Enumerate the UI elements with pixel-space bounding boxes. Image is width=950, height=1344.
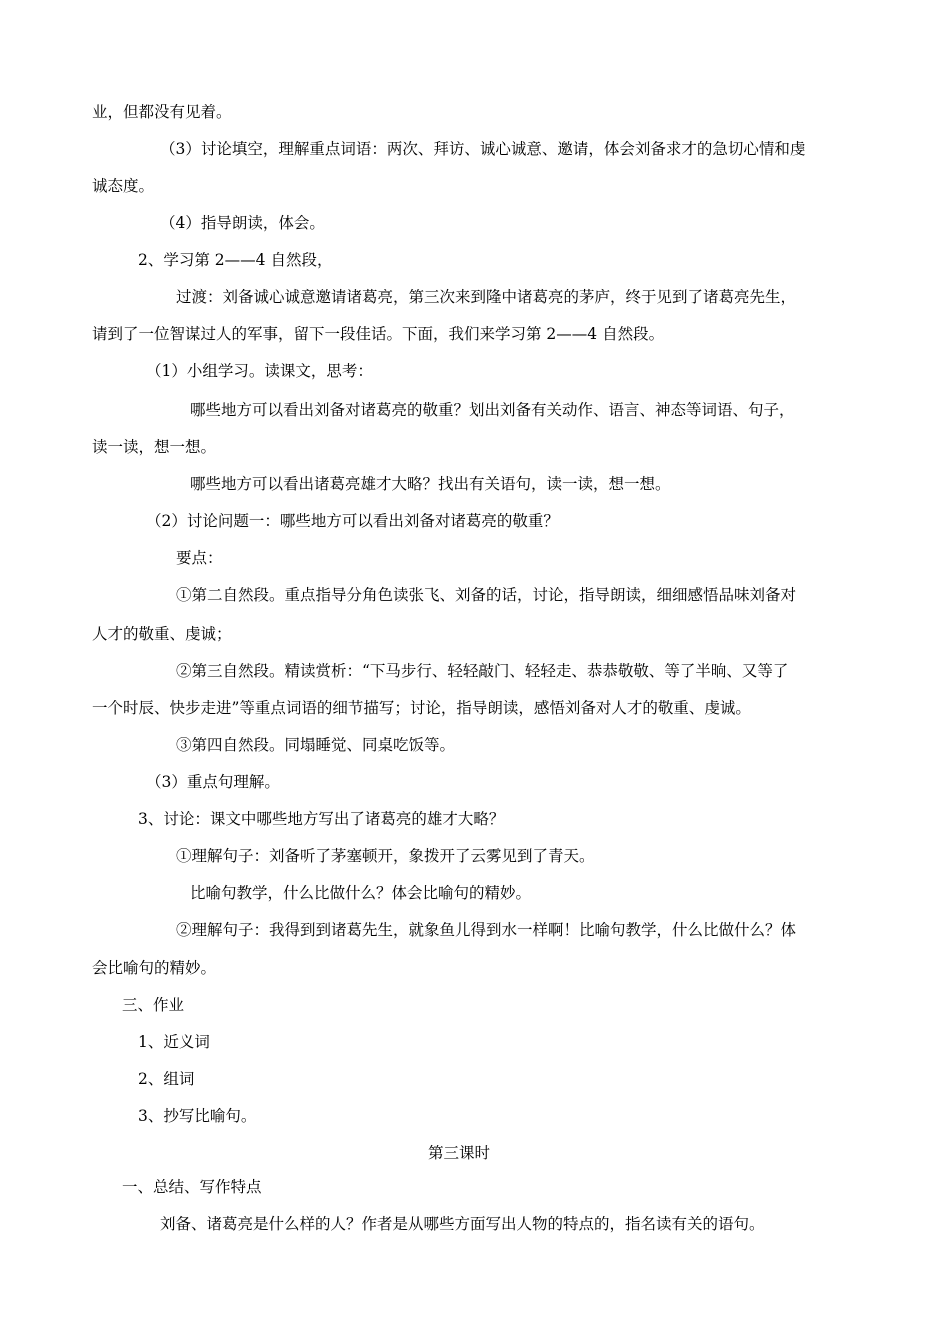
text-line: 1、近义词 xyxy=(138,1033,210,1051)
text-line: 2、学习第 2——4 自然段， xyxy=(138,251,333,269)
text-line: （1）小组学习。读课文，思考： xyxy=(146,362,373,380)
text-line: 刘备、诸葛亮是什么样的人？作者是从哪些方面写出人物的特点的，指名读有关的语句。 xyxy=(160,1215,765,1233)
text-line: 3、抄写比喻句。 xyxy=(138,1107,257,1125)
text-line: 会比喻句的精妙。 xyxy=(92,959,217,977)
text-line: （2）讨论问题一：哪些地方可以看出刘备对诸葛亮的敬重？ xyxy=(146,512,559,530)
text-line: 读一读，想一想。 xyxy=(92,438,217,456)
text-line: 请到了一位智谋过人的军事，留下一段佳话。下面，我们来学习第 2——4 自然段。 xyxy=(92,325,665,343)
section-heading: 一、总结、写作特点 xyxy=(122,1178,262,1196)
text-line: 一个时辰、快步走进”等重点词语的细节描写；讨论，指导朗读，感悟刘备对人才的敬重、虔诚。 xyxy=(92,699,751,717)
text-line: 业，但都没有见着。 xyxy=(92,103,232,121)
text-line: ②第三自然段。精读赏析：“下马步行、轻轻敲门、轻轻走、恭恭敬敬、等了半晌、又等了 xyxy=(176,662,789,680)
text-line: 人才的敬重、虔诚； xyxy=(92,625,232,643)
text-line: （4）指导朗读，体会。 xyxy=(160,214,325,232)
text-line: 比喻句教学，什么比做什么？体会比喻句的精妙。 xyxy=(190,884,532,902)
text-line: 要点： xyxy=(176,549,223,567)
text-line: 过渡：刘备诚心诚意邀请诸葛亮，第三次来到隆中诸葛亮的茅庐，终于见到了诸葛亮先生， xyxy=(176,288,797,306)
text-line: （3）重点句理解。 xyxy=(146,773,280,791)
text-line: （3）讨论填空，理解重点词语：两次、拜访、诚心诚意、邀请，体会刘备求才的急切心情和虔 xyxy=(160,140,806,158)
text-line: 哪些地方可以看出诸葛亮雄才大略？找出有关语句，读一读，想一想。 xyxy=(190,475,671,493)
text-line: 哪些地方可以看出刘备对诸葛亮的敬重？划出刘备有关动作、语言、神态等词语、句子， xyxy=(190,401,795,419)
lesson-title: 第三课时 xyxy=(428,1144,491,1162)
text-line: ③第四自然段。同塌睡觉、同桌吃饭等。 xyxy=(176,736,456,754)
text-line: 2、组词 xyxy=(138,1070,195,1088)
text-line: 3、讨论：课文中哪些地方写出了诸葛亮的雄才大略？ xyxy=(138,810,505,828)
text-line: ②理解句子：我得到到诸葛先生，就象鱼儿得到水一样啊！比喻句教学，什么比做什么？体 xyxy=(176,921,797,939)
section-heading: 三、作业 xyxy=(122,996,185,1014)
text-line: ①第二自然段。重点指导分角色读张飞、刘备的话，讨论，指导朗读，细细感悟品味刘备对 xyxy=(176,586,797,604)
text-line: 诚态度。 xyxy=(92,177,155,195)
text-line: ①理解句子：刘备听了茅塞顿开，象拨开了云雾见到了青天。 xyxy=(176,847,595,865)
